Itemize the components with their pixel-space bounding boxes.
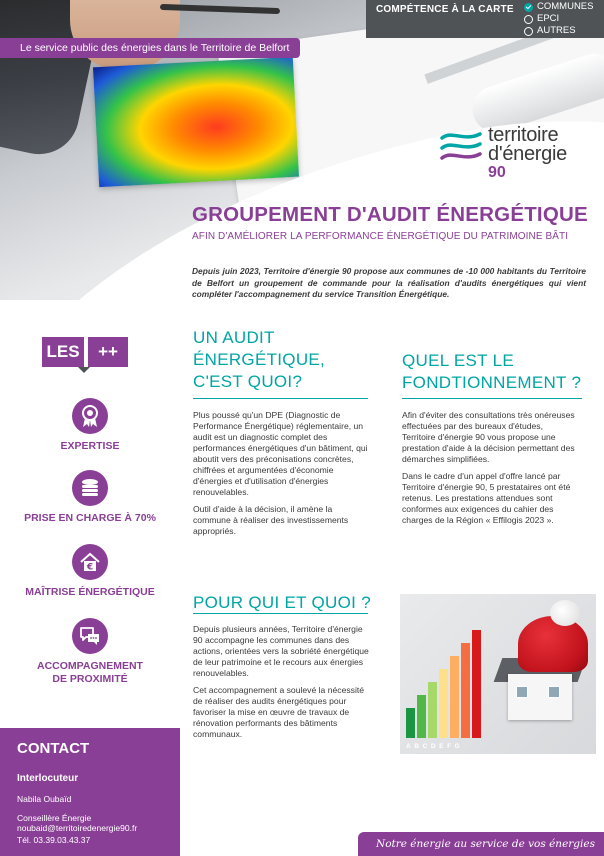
competence-option-label: AUTRES <box>537 25 576 36</box>
section-body-fonctionnement <box>402 410 578 532</box>
section-title-line: C'EST QUOI? <box>193 372 303 391</box>
feature-label: ACCOMPAGNEMENT DE PROXIMITÉ <box>37 660 143 685</box>
section-rule <box>193 398 368 399</box>
competence-option-autres <box>524 25 593 37</box>
thermal-house-image <box>93 57 299 187</box>
empty-circle-icon <box>524 15 533 24</box>
wool-hat-pompom <box>550 600 580 626</box>
energy-bar <box>461 643 470 738</box>
energy-bar <box>472 630 481 738</box>
section-title-line: FONDTIONNEMENT ? <box>402 373 582 392</box>
contact-title: CONTACT <box>17 740 90 757</box>
paragraph: Dans le cadre d'un appel d'offre lancé par Territoire d'énergie 90, 5 prestataires ont été retenus. Les prestations attendues sont conformes aux exigences du cahier des charges de la Région « Effilogis 2023 ». <box>402 471 571 525</box>
feature-label: PRISE EN CHARGE À 70% <box>24 512 156 524</box>
feature-accompagnement <box>0 618 180 686</box>
coin-stack-icon <box>72 470 108 506</box>
paragraph: Afin d'éviter des consultations très onéreuses effectuées par des bureaux d'études, Territoire d'énergie 90 vous propose une prestation d'aide à la décision permettant des démarches simplifiées. <box>402 410 575 464</box>
contact-email-link[interactable]: noubaid@territoiredenergie90.fr <box>17 823 138 833</box>
euro-house-icon <box>72 544 108 580</box>
logo-line-2: d'énergie <box>488 143 567 165</box>
logo-wave-icon <box>440 128 482 168</box>
energy-house-photo <box>400 594 596 754</box>
house-model <box>508 674 572 720</box>
top-banner: Le service public des énergies dans le Territoire de Belfort <box>0 38 300 58</box>
competence-box <box>366 0 604 38</box>
section-body-pour-qui <box>193 624 371 746</box>
section-rule <box>193 613 368 614</box>
empty-circle-icon <box>524 27 533 36</box>
section-title-line: QUEL EST LE <box>402 351 514 370</box>
energy-bar <box>439 669 448 738</box>
section-title-pour-qui: POUR QUI ET QUOI ? <box>193 593 371 612</box>
energy-bar <box>417 695 426 738</box>
contact-name: Nabila Oubaïd <box>17 794 72 804</box>
contact-panel <box>0 728 180 856</box>
paragraph: Plus poussé qu'un DPE (Diagnostic de Performance Énergétique) réglementaire, un audit est un diagnostic complet des performances énergétiques d'un bâtiment, qui aboutit vers des préconisations concrètes, chiffrées et argumentées d'économie d'énergies et d'utilisation d'énergies renouvelables. <box>193 410 368 497</box>
competence-option-label: EPCI <box>537 13 560 24</box>
paragraph: Outil d'aide à la décision, il amène la commune à réaliser des investissements appropriés. <box>193 504 349 536</box>
section-title-line: ÉNERGÉTIQUE, <box>193 350 326 369</box>
paragraph: Cet accompagnement a soulevé la nécessité de réaliser des audits énergétiques pour favoriser la mise en œuvre de travaux de rénovation performants des bâtiments communaux. <box>193 685 365 739</box>
territoire-energie-logo <box>440 124 590 184</box>
page-title: GROUPEMENT D'AUDIT ÉNERGÉTIQUE <box>192 203 588 226</box>
page-subtitle: AFIN D'AMÉLIORER LA PERFORMANCE ÉNERGÉTIQUE DU PATRIMOINE BÂTI <box>192 231 569 242</box>
contact-job: Conseillère Énergie <box>17 813 92 823</box>
checked-circle-icon <box>524 3 533 12</box>
competence-option-label: COMMUNES <box>537 1 594 12</box>
les-label: LES <box>42 337 84 367</box>
contact-role: Interlocuteur <box>17 773 79 784</box>
competence-option-communes <box>524 1 593 13</box>
contact-phone: Tél. 03.39.03.43.37 <box>17 835 91 845</box>
section-body-audit <box>193 410 369 543</box>
wool-hat <box>518 616 588 672</box>
feature-expertise <box>0 398 180 453</box>
feature-maitrise-energetique <box>0 544 180 599</box>
section-title-audit <box>193 327 325 393</box>
feature-label: MAÎTRISE ÉNERGÉTIQUE <box>25 586 155 598</box>
section-title-fonctionnement <box>402 350 581 394</box>
speech-bubbles-icon <box>72 618 108 654</box>
logo-line-1: territoire <box>488 124 559 146</box>
house-window <box>516 686 528 698</box>
footer-slogan: Notre énergie au service de vos énergies <box>358 832 604 856</box>
competence-option-epci <box>524 13 593 25</box>
energy-bar <box>450 656 459 738</box>
svg-text:€: € <box>86 562 94 573</box>
logo-wordmark <box>488 126 567 164</box>
section-title-line: UN AUDIT <box>193 328 275 347</box>
energy-bar <box>428 682 437 738</box>
house-window <box>548 686 560 698</box>
energy-bar <box>406 708 415 738</box>
pointer-triangle-icon <box>78 367 90 373</box>
feature-label: EXPERTISE <box>60 440 120 452</box>
section-rule <box>402 398 582 399</box>
logo-number: 90 <box>488 164 506 181</box>
competence-options <box>524 1 593 37</box>
intro-paragraph: Depuis juin 2023, Territoire d'énergie 90 propose aux communes de -10 000 habitants du Territoire de Belfort un groupement de commande pour la réalisation d'audits énergétiques qui vient compléter l'accompagnement du service Transition Énergétique. <box>192 266 586 299</box>
competence-title: COMPÉTENCE À LA CARTE <box>376 4 514 15</box>
paragraph: Depuis plusieurs années, Territoire d'énergie 90 accompagne les communes dans des actions, orientées vers la sobriété énergétique de leur patrimoine et le recours aux énergies renouvelables. <box>193 624 369 678</box>
feature-prise-en-charge <box>0 470 180 525</box>
plus-icon: ++ <box>88 337 128 367</box>
energy-class-letters: ABCDEFG <box>406 743 464 750</box>
award-ribbon-icon <box>72 398 108 434</box>
